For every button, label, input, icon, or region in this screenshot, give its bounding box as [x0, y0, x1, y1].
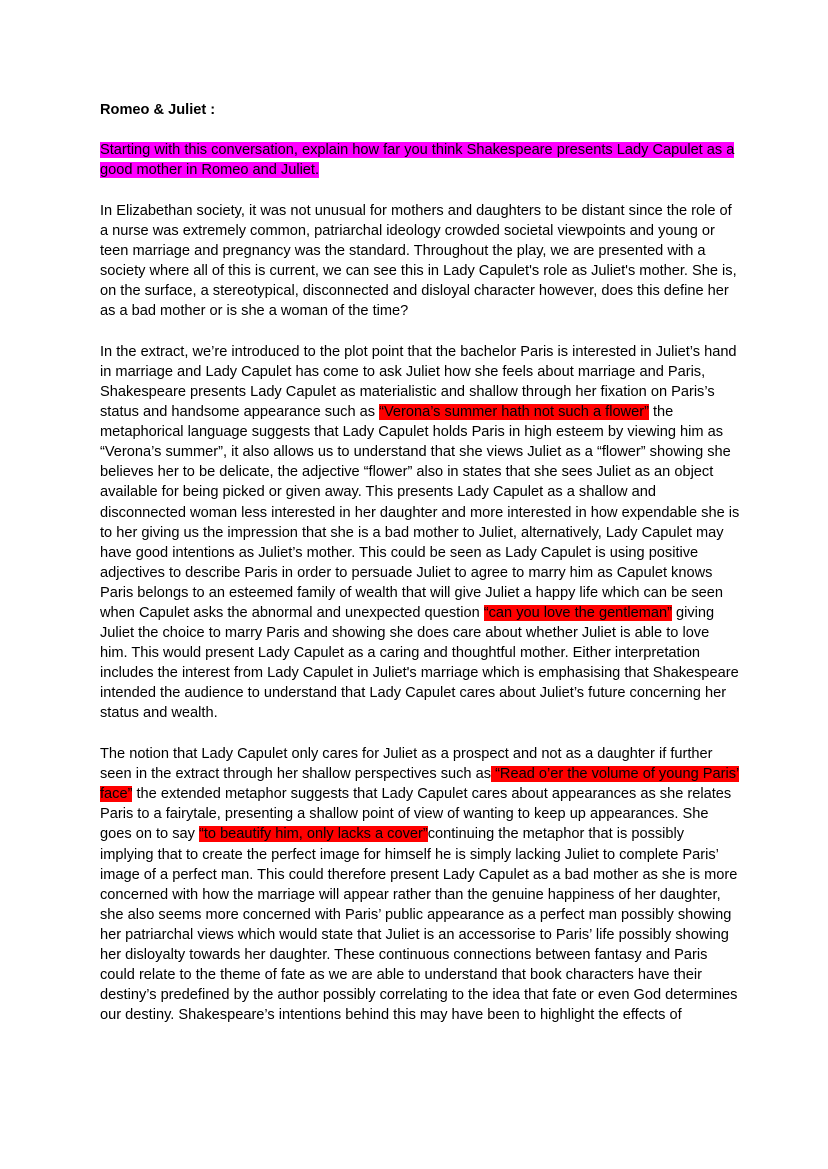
document-page	[100, 100, 740, 1046]
paragraph-text: the metaphorical language suggests that Lady Capulet holds Paris in high esteem by viewing him as “Verona’s summer”, it also allows us to understand that she views Juliet as a “flower” showing she believes her to be delicate, the adjective “flower” also in states that she sees Juliet as an object available for being picked or given away. This presents Lady Capulet as a shallow and disconnected woman less interested in her daughter and more interested in how expendable she is to her giving us the impression that she is a bad mother to Juliet, alternatively, Lady Capulet may have good intentions as Juliet’s mother. This could be seen as Lady Capulet is using positive adjectives to describe Paris in order to persuade Juliet to agree to marry him as Capulet knows Paris belongs to an esteemed family of wealth that will give Juliet a happy life which can be seen when Capulet asks the abnormal and unexpected question	[100, 404, 740, 621]
paragraph-notion	[100, 744, 740, 1025]
paragraph-text: The notion that Lady Capulet only cares for Juliet as a prospect and not as a daughter if further seen in the extract through her shallow perspectives such as	[100, 746, 713, 783]
essay-title: Romeo & Juliet :	[100, 102, 216, 118]
quote-highlight: “can you love the gentleman”	[483, 604, 672, 621]
quote-highlight: “Verona’s summer hath not such a flower”	[379, 404, 649, 421]
quote-highlight: “Read o’er the volume of young Paris’ face”	[100, 766, 740, 803]
paragraph-text: continuing the metaphor that is possibly implying that to create the perfect image for himself he is simply lacking Juliet to complete Paris’ image of a perfect man. This could therefore present Lady Capulet as a bad mother as she is more concerned with how the marriage will appear rather than the genuine happiness of her daughter, she also seems more concerned with Paris’ public appearance as a perfect man possibly showing her patriarchal views which would state that Juliet is an accessorise to Paris’ life possibly showing her disloyalty towards her daughter. These continuous connections between fantasy and Paris could relate to the theme of fate as we are able to understand that book characters have their destiny’s predefined by the author possibly correlating to the idea that fate or even God determines our destiny. Shakespeare’s intentions behind this may have been to highlight the effects of	[100, 826, 738, 1024]
paragraph-intro: In Elizabethan society, it was not unusual for mothers and daughters to be distant since the role of a nurse was extremely common, patriarchal ideology crowded societal viewpoints and young or teen marriage and pregnancy was the standard. Throughout the play, we are presented with a society where all of this is current, we can see this in Lady Capulet's role as Juliet's mother. She is, on the surface, a stereotypical, disconnected and disloyal character however, does this define her as a bad mother or is she a woman of the time?	[100, 202, 737, 320]
quote-highlight: “to beautify him, only lacks a cover”	[198, 826, 428, 843]
paragraph-text: giving Juliet the choice to marry Paris and showing she does care about whether Juliet is able to love him. This would present Lady Capulet as a caring and thoughtful mother. Either interpretation includes the interest from Lady Capulet in Juliet's marriage which is emphasising that Shakespeare intended the audience to understand that Lady Capulet cares about Juliet’s future concerning her status and wealth.	[100, 604, 739, 722]
essay-question	[100, 140, 740, 180]
paragraph-extract	[100, 342, 740, 724]
paragraph-text: the extended metaphor suggests that Lady Capulet cares about appearances as she relates Paris to a fairytale, presenting a shallow point of view of wanting to keep up appearances. She goes on to say	[100, 786, 732, 843]
paragraph-text: In the extract, we’re introduced to the plot point that the bachelor Paris is interested in Juliet’s hand in marriage and Lady Capulet has come to ask Juliet how she feels about marriage and Paris, Shakespeare presents Lady Capulet as materialistic and shallow through her fixation on Paris’s status and handsome appearance such as	[100, 343, 737, 421]
question-highlight: Starting with this conversation, explain how far you think Shakespeare presents Lady Capulet as a good mother in Romeo and Juliet.	[100, 142, 735, 179]
